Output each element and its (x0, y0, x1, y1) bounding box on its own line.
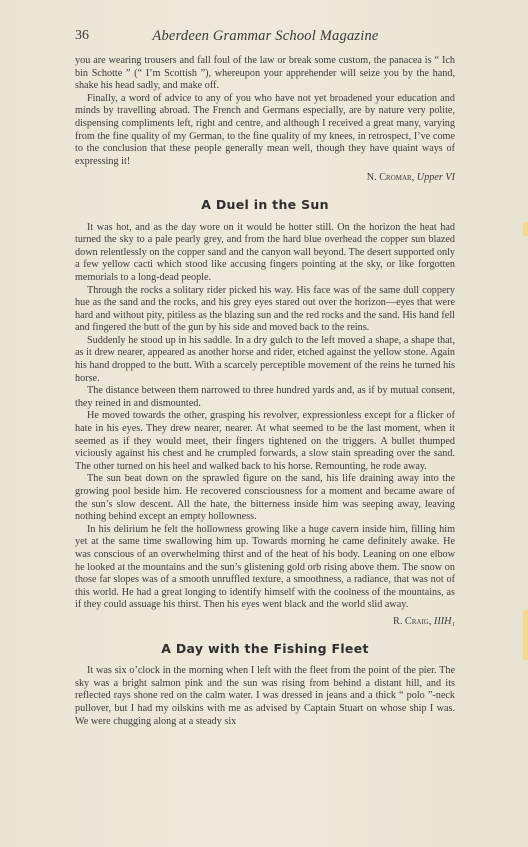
article-title: A Day with the Fishing Fleet (161, 640, 369, 656)
page-number: 36 (75, 28, 89, 43)
paragraph: It was hot, and as the day wore on it would be hotter still. On the horizon the heat had turned the sky to a pale pearly grey, and from the hard blue overhead the copper sun blazed down relentlessly on the copper sand and the canyon wall beyond. The desert supported only a few yellow cacti which stood like accusing fingers pointing at the sky, or like forgotten memorials to a long-dead people. (75, 221, 455, 283)
paragraph: It was six o’clock in the morning when I left with the fleet from the point of the pier. The sky was a bright salmon pink and the sun was rising from behind a distant hill, and its reflected rays shone red on the calm water. I was dressed in jeans and a thick “ polo ”-neck pullover, but I had my oilskins with me as advised by Captain Stuart on whose ship I was. We were chugging along at a steady six (75, 665, 455, 727)
article-title: A Duel in the Sun (201, 196, 329, 212)
paragraph: Finally, a word of advice to any of you who have not yet broadened your education and minds by travelling abroad. The French and Germans especially, are by nature very polite, dispensing compliments left, right and centre, and although I received a great many, varying from the fine quality of my German, to the fine quality of my knees, in retrospect, I’ve come to the conclusion that these people generally mean well, though they have quaint ways of expressing it! (75, 92, 455, 167)
author-name: R. Craig, (393, 615, 432, 627)
article-column (75, 55, 455, 728)
paragraph: The distance between them narrowed to three hundred yards and, as if by mutual consent, they reined in and dismounted. (75, 385, 455, 409)
running-title: Aberdeen Grammar School Magazine (152, 28, 379, 44)
page-edge-mark (523, 222, 528, 236)
paragraph: The sun beat down on the sprawled figure on the sand, his life draining away into the growing pool beside him. He recovered consciousness for a moment and became aware of the sun’s slow descent. All the hate, the bitterness inside him was seeping away, leaving nothing behind except an empty hollowness. (75, 473, 455, 523)
intro-article-end (75, 55, 455, 185)
article-fishing-fleet (75, 640, 455, 729)
paragraph: Suddenly he stood up in his saddle. In a dry gulch to the left moved a shape, a shape that, as it drew nearer, appeared as another horse and rider, etched against the yellow stone. Again his hand dropped to the butt. With a scarcely perceptible movement of the reins he turned his horse. (75, 334, 455, 384)
author-name: N. Cromar, (366, 172, 415, 184)
author-form: IIIH₁ (433, 615, 455, 627)
article-duel-in-the-sun (75, 196, 455, 629)
page-header (75, 28, 456, 48)
author-signature (75, 616, 455, 629)
paragraph: He moved towards the other, grasping his revolver, expressionless except for a flicker of hate in his eyes. They drew nearer, nearer. At what seemed to be the last moment, when it seemed as if they would meet, their fingers tightened on the triggers. A bullet thumped viciously against his chest and he crumpled forwards, a slow stain spreading over the sand. The other turned on his heel and walked back to his horse. Remounting, he rode away. (75, 410, 455, 472)
page-edge-mark (523, 610, 528, 660)
paragraph: In his delirium he felt the hollowness growing like a huge cavern inside him, filling him yet at the same time swallowing him up. Towards morning he came definitely awake. He was conscious of an overwhelming thirst and of the heat of his body. Leaning on one elbow he looked at the mountains and the sun’s glistening gold orb rising above them. The snow on those far slopes was of a smooth unruffled texture, a smoothness, a radiance, that was not of this world. He had a great longing to identify himself with the coolness of the mountains, as if they could assuage his thirst. Then his eyes went black and the world slid away. (75, 523, 455, 611)
paragraph: you are wearing trousers and fall foul of the law or break some custom, the panacea is “ Ich bin Schotte ” (“ I’m Scottish ”), whereupon your apprehender will seize you by the hand, shake his head sadly, and make off. (75, 55, 455, 92)
author-signature (75, 172, 455, 185)
author-form: Upper VI (416, 172, 455, 184)
paragraph: Through the rocks a solitary rider picked his way. His face was of the same dull coppery hue as the sand and the rocks, and his grey eyes stared out over the horizon—eyes that were hard and without pity, pitiless as the blazing sun and the red rocks and the sand. His hand fell and fingered the butt of the gun by his side and moved back to the reins. (75, 284, 455, 334)
